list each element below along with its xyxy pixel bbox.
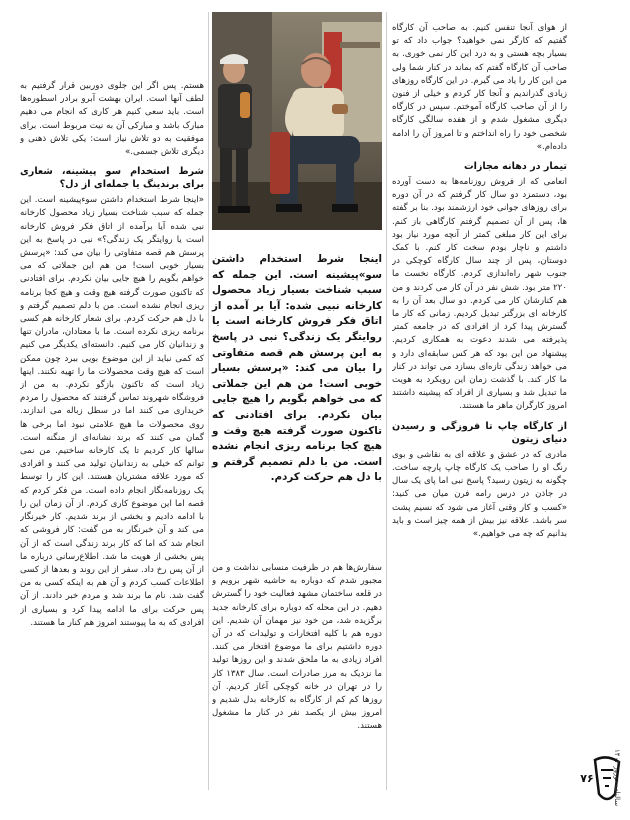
section-heading: تیمار در دهانه مجازات [463,161,567,173]
pull-quote [212,252,382,552]
page-number: ۷۶ [580,772,594,785]
article-column-middle [212,562,382,790]
column-paragraph: «اینجا شرط استخدام داشتن سوءپیشینه است. این جمله که سبب شناخت بسیار زیاد محصول کارخانه نبی شده آیا برآمده از اتاق فکر فروش کارخانه است یا روایتگر یک زندگی؟» نبی در پاسخ به این پرسش هم قصه متفاوتی را بیان می کند: «پرسش بسیار خوبی است! من هم این جملاتی که می خواهم بگویم را هیچ جایی بیان نکردم. برای افتادنی که تاکنون صورت گرفته هیچ وقت و هیچ کجا برنامه ریزی انجام نشده است. من با دلم تصمیم گرفتم و با دل هم حرکت کردم. برای شعار کارخانه هم کسی برنامه ریزی نکرده است. ما با معتادان، مادران تنها و زندانیان کار می کنیم. دانسته‌ای یکدیگر می کنیم که کمی نباید از این موضوع بویی ببرد چون ممکن است که هیچ وقت محصولات ما را تهیه نکنند. اینها زیاد است که تاکنون بازگو نکردم. به من از فروشگاه شهروند تماس گرفتند که محصول را مردم خریداری می کنند اما در سطل زباله می اندازند. روی محصولات ما هیچ علامتی نبود اما برخی ها گمان می کنند که برند نشانه‌ای از منگنه است. سالها کار کردیم تا یک کارخانه ساختیم. من نمی توانم که خیلی به زندانیان تولید می کنند و افرادی که مورد علاقه مشتریان هستند. این کار را توسط یک روزنامه‌نگار انجام داده است. من فکر کردم که قصه اما این موضوع کاری کردم. از آن زمان این را با ادامه دادیم و بخشی از برند شدیم. کار خیرنگار می کند و آن خبرنگار به من گفت: کار فروشی که انجام شد که اما که کار برند زندگی است که از آن پس بخشی از هویت ما شد. اطلاع‌رسانی درباره ما از آن پس رخ داد. سفر از این روند و بعدها از کسی اطلاعات کسب کردم و آن هم به اینکه کسی به من گفت شد. نام ما برند شد و مردم خبر دادند. از آن پس حرکت برای ما ادامه پیدا کرد و بسیاری از افرادی که به ما پیوستند امروز هم کنار ما هستند. [20,195,204,628]
section-heading: شرط استخدام سو پیشینه، شعاری برای برندینگ یا جمله‌ای از دل؟ [20,166,204,191]
article-column-right [392,22,567,790]
photo-illustration [212,12,382,230]
column-divider [208,12,209,790]
section-heading: از کارگاه چاپ تا فروزگی و رسیدن دنیای زیتون [392,420,567,445]
column-paragraph: انعامی که از فروش روزنامه‌ها به دست آورده بود، دستمزد دو سال کار گرفتم که در آن دوره برای روزهای جوانی خود ارزشمند بود. بنا بر گفته ها، پس از آن تصمیم گرفتم کارگاهی باز کنم. برای این کار مبلغی کمتر از آنچه مورد نیاز بود داشتم و ناچار بودم سخت کار کنم. با کمک دوستان، پس از چند سال کارگاه کوچکی در جنوب شهر راه‌اندازی کردم. کارگاه نخست ما ۲۲۰ متر بود. شش نفر در آن کار می کردند و من هم کنارشان کار می کردم. دو سال بعد آن را به کارخانه ای بزرگتر تبدیل کردیم. زمانی که کار ما گسترش پیدا کرد از افرادی که در جامعه کمتر پذیرفته می شدند دعوت به همکاری کردیم. پیشنهاد من این بود که هر کس سابقه‌ای دارد و می خواهد زندگی تازه‌ای بسازد می تواند در کنار ما کار کند. با گذشت زمان این رویکرد به هویت ما تبدیل شد و بسیاری از افراد که پیشینه داشتند امروز کارگران ماهر ما هستند. [392,177,567,412]
page-sidebar [575,0,630,820]
pull-quote-text: اینجا شرط استخدام داشتن سو»پیشینه است. این جمله که سبب شناخت بسیار زیاد محصول کارخانه نبیی شده: آیا بر آمده از اتاق فکر فروش کارخانه است یا روایتگر یک زندگی؟ نبی در پاسخ به این پرسش هم قصه متفاوتی را بیان می کند: «پرسش بسیار خوبی است! من هم این جملاتی که می خواهم بگویم را هیچ جایی بیان نکردم. برای افتادنی که تاکنون صورت گرفته هیچ وقت و هیچ کجا برنامه ریزی انجام نشده است. من با دلم تصمیم گرفتم و با دل هم حرکت کردم. [212,253,382,484]
column-paragraph: از هوای آنجا تنفس کنیم. به صاحب آن کارگاه گفتیم که کارگر نمی خواهید؟ جواب داد که تو بسیار بچه هستی و به درد این کار نمی خوری. به صاحب آن کارگاه گفتم که بماند در کنار شما ولی من این کار را یاد می گیرم. در این کارگاه روزهای زیادی گذراندیم و آنجا کار کردم و خیلی از فنون را از آن صاحب کارگاه آموختم. سپس در کارگاه دیگری مشغول شدم و از هفده سالگی کارگاه شخصی خود را راه انداختم و تا امروز آن را ادامه داده‌ام.» [392,23,567,152]
column-paragraph: سفارش‌ها هم در ظرفیت منسابی نداشت و من مجبور شدم که دوباره به حاشیه شهر برویم و در قلعه ساختمان مشهد فعالیت خود را گسترش دهیم. در این محله که دوباره برای کارخانه جدید برگزیده شد، من خود نیز مهمان آن شدیم. این دوره هم با کلیه افتخارات و تولیدات که در آن دوره داشتیم برای ما موضوع افتخار می کنند. افراد زیادی به ما ملحق شدند و این روزها تولید ما نزدیک به مرز صادرات است. سال ۱۳۸۳ کار را در تهران در خانه کوچکی آغاز کردیم. آن روزها کم کم از کارگاه به کارخانه بدل شدیم و امروز بیش از یکصد نفر در کنار ما مشغول هستند. [212,563,382,732]
column-paragraph: مادری که در عشق و علاقه ای به نقاشی و بوی رنگ او را صاحب یک کارگاه چاپ پارچه ساخت. چگونه به زیتون رسید؟ پاسخ نبی اما پای یک سال در جاذن در درس رامه فرن میان می کنید: «کسب و کار وقتی آغاز می شود که نسیم پشت سر باشد. علاقه نیز بیش از همه چیز است و باید بدانیم که چه می خواهیم.» [392,449,567,539]
issue-label: سالنامه نوروز ۱۴۰۲ [613,749,621,807]
interview-photo [212,12,382,230]
article-column-left [20,80,204,790]
column-divider [386,12,387,790]
column-paragraph: هستم. پس اگر این جلوی دوربین قرار گرفتیم به لطف آنها است. ایران بهشت آبرو برادر اسطوره‌ها است. باید سعی کنیم هر کاری که انجام می دهیم مبارک باشد و مبارکی آن به نیت مربوط است. برای موفقیت به دو تلاش نیاز است: یکی تلاش ذهنی و دیگری تلاش جسمی.» [20,81,204,158]
